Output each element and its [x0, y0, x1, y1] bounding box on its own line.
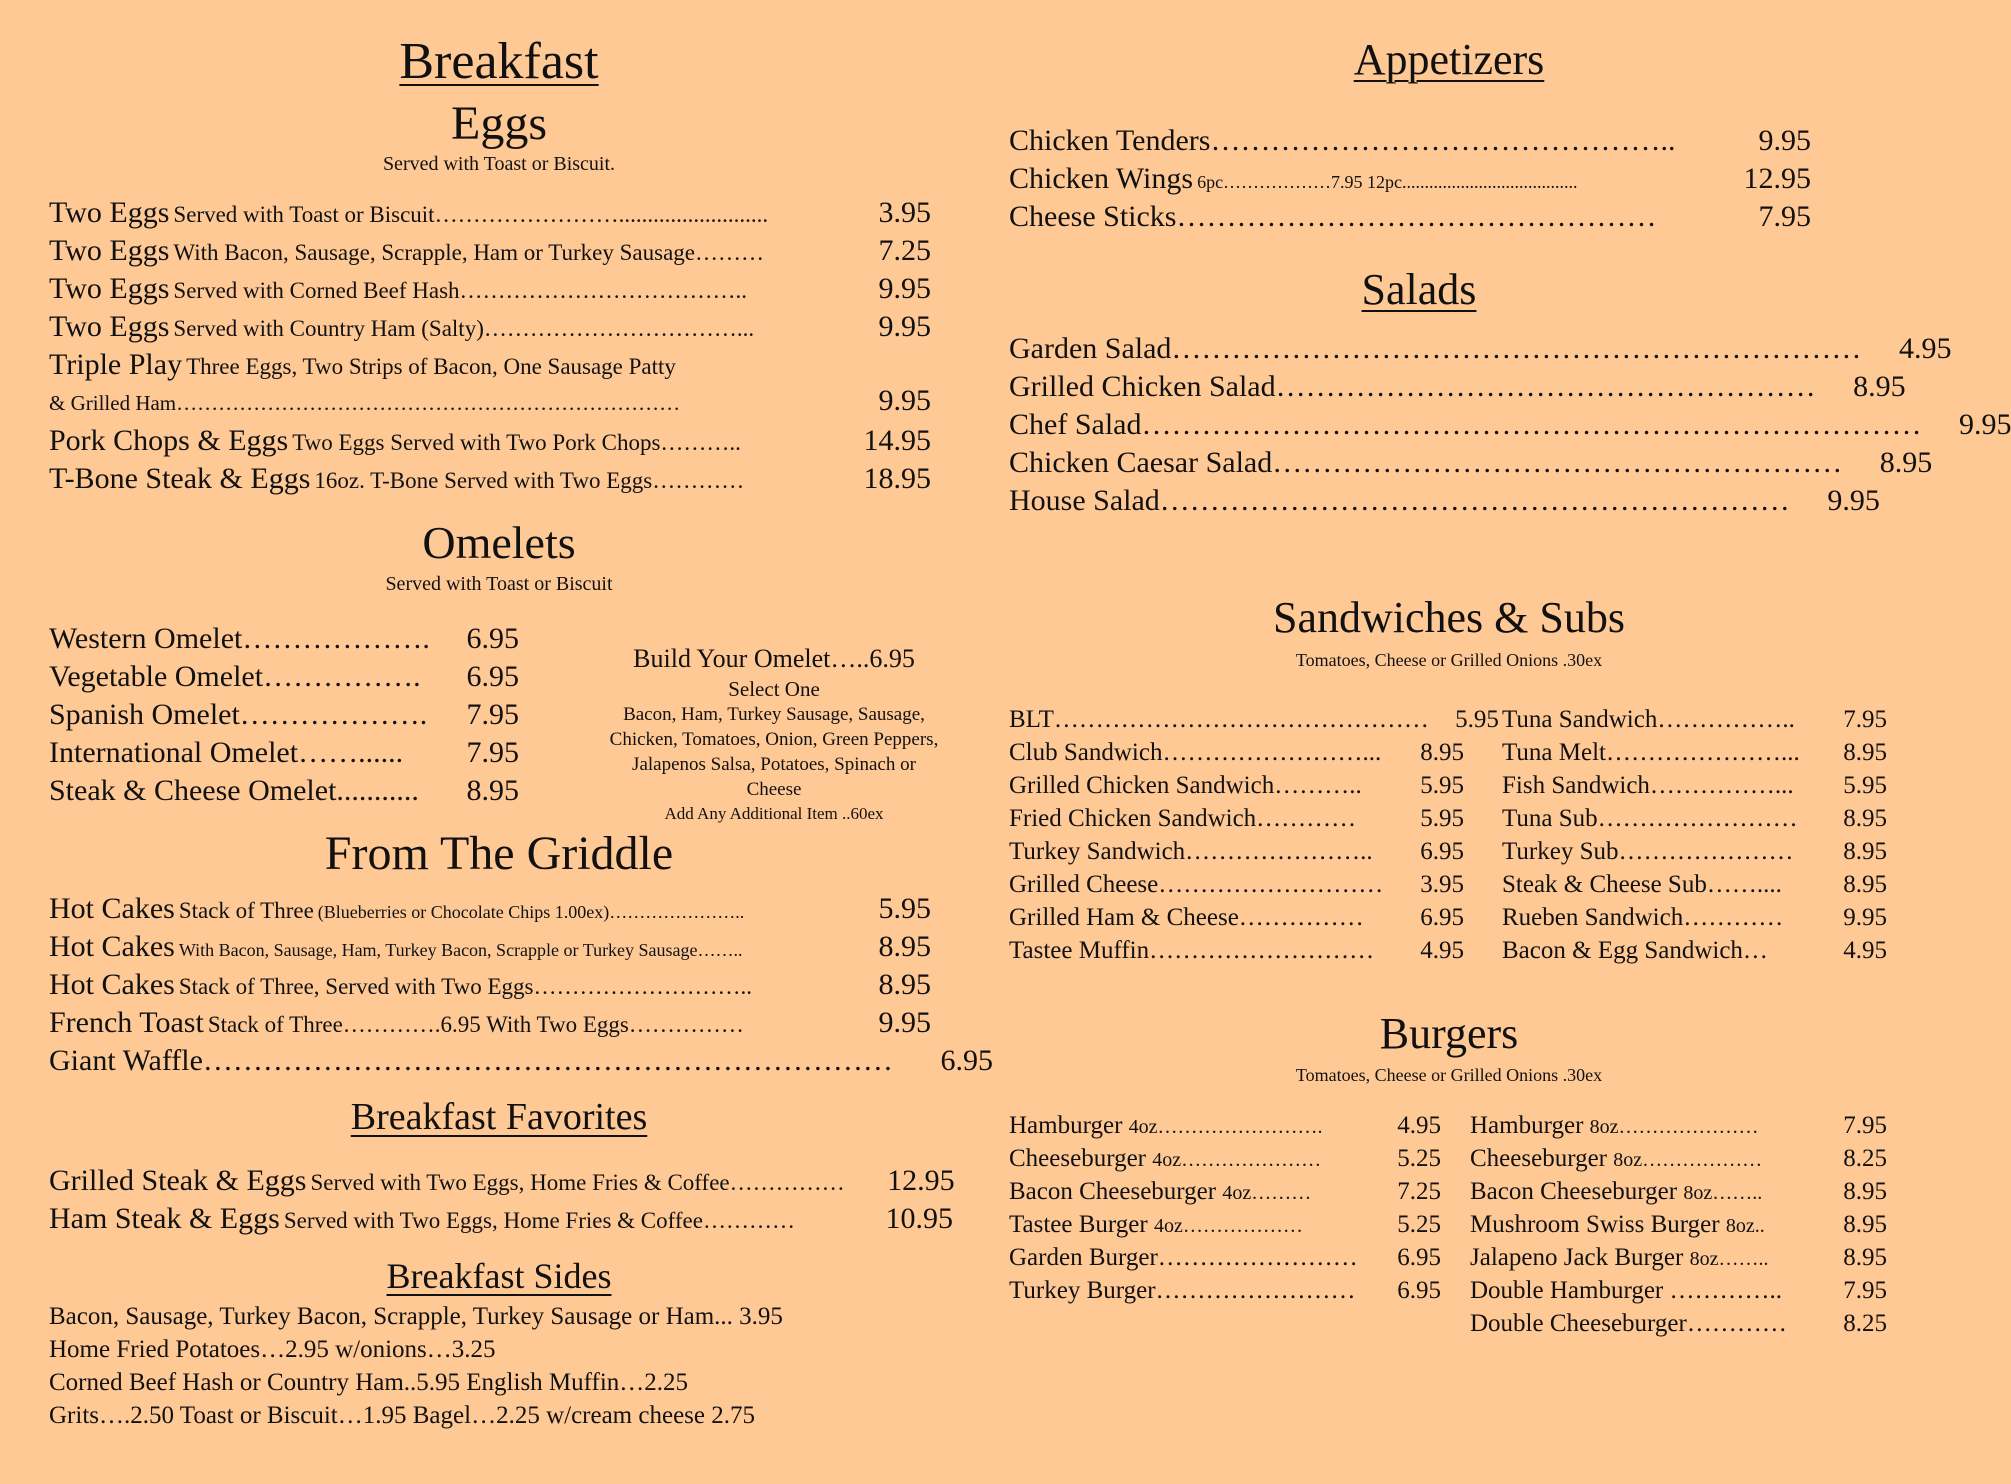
sandwiches-title: Sandwiches & Subs — [1273, 593, 1625, 642]
menu-item: T-Bone Steak & Eggs 16oz. T-Bone Served with Two Eggs………… 18.95 — [49, 462, 931, 495]
eggs-subtitle: Served with Toast or Biscuit. — [382, 153, 616, 175]
item-price: 9.95 — [878, 310, 931, 343]
item-price: 9.95 — [1958, 408, 2011, 441]
build-omelet-extra: Add Any Additional Item ..60ex — [664, 804, 884, 823]
menu-item: House Salad……………………………………………………… 9.95 — [1009, 484, 1880, 517]
eggs-title: Eggs — [451, 97, 547, 150]
menu-item: Spanish Omelet………………. 7.95 — [49, 698, 519, 731]
salads-list — [1009, 332, 2011, 522]
menu-item: Two Eggs Served with Toast or Biscuit…………………….......................... 3.95 — [49, 196, 931, 229]
item-price: 12.95 — [1743, 162, 1811, 195]
build-omelet-option-line: Jalapenos Salsa, Potatoes, Spinach or — [632, 754, 916, 775]
item-price: 8.95 — [1843, 739, 1887, 766]
menu-item: Turkey Burger…………………… 6.95 — [1009, 1277, 1441, 1304]
menu-item: Rueben Sandwich………… 9.95 — [1502, 904, 1887, 931]
item-price: 5.95 — [1455, 706, 1499, 733]
item-price: 3.95 — [1420, 871, 1464, 898]
menu-item: Turkey Sub………………… 8.95 — [1502, 838, 1887, 865]
menu-item: Cheeseburger 8oz……………… 8.25 — [1470, 1145, 1887, 1172]
appetizers-list — [1009, 124, 1811, 238]
item-price: 6.95 — [1420, 904, 1464, 931]
item-price: 9.95 — [878, 1006, 931, 1039]
item-price: 5.95 — [878, 892, 931, 925]
menu-item-triple-play-cont: & Grilled Ham……………………………………………………………… 9.95 — [49, 384, 931, 417]
menu-item: French Toast Stack of Three………….6.95 With Two Eggs…………… 9.95 — [49, 1006, 931, 1039]
build-omelet-option-line: Chicken, Tomatoes, Onion, Green Peppers, — [609, 729, 939, 750]
menu-item: Cheese Sticks………………………………………… 7.95 — [1009, 200, 1811, 233]
item-price: 4.95 — [1397, 1112, 1441, 1139]
appetizers-title: Appetizers — [1353, 35, 1545, 84]
griddle-title: From The Griddle — [324, 827, 674, 880]
menu-item: Hot Cakes Stack of Three (Blueberries or Chocolate Chips 1.00ex)………………….. 5.95 — [49, 892, 931, 925]
item-price: 8.95 — [878, 930, 931, 963]
item-price: 8.95 — [878, 968, 931, 1001]
item-price: 8.95 — [1843, 1244, 1887, 1271]
item-price: 5.95 — [1843, 772, 1887, 799]
menu-item: Chicken Wings 6pc………………7.95 12pc....................................... 12.95 — [1009, 162, 1811, 195]
item-price: 6.95 — [1420, 838, 1464, 865]
item-price: 5.95 — [1420, 805, 1464, 832]
item-price: 6.95 — [1397, 1244, 1441, 1271]
item-price: 8.95 — [1843, 1211, 1887, 1238]
favorites-title: Breakfast Favorites — [350, 1096, 648, 1138]
item-price: 4.95 — [1898, 332, 1952, 365]
menu-item: Tuna Sandwich…………….. 7.95 — [1502, 706, 1887, 733]
item-price: 5.25 — [1397, 1211, 1441, 1238]
menu-item: Double Hamburger ………….. 7.95 — [1470, 1277, 1887, 1304]
menu-item: Two Eggs With Bacon, Sausage, Scrapple, Ham or Turkey Sausage……… 7.25 — [49, 234, 931, 267]
menu-item: Garden Burger…………………… 6.95 — [1009, 1244, 1441, 1271]
item-price: 6.95 — [466, 660, 519, 693]
menu-item: Grilled Steak & Eggs Served with Two Eggs, Home Fries & Coffee…………… 12.95 — [49, 1164, 955, 1197]
item-price: 4.95 — [1843, 937, 1887, 964]
menu-item: Bacon Cheeseburger 4oz……… 7.25 — [1009, 1178, 1441, 1205]
item-price: 9.95 — [1843, 904, 1887, 931]
item-price: 5.25 — [1397, 1145, 1441, 1172]
menu-item: Hamburger 4oz……………………. 4.95 — [1009, 1112, 1441, 1139]
menu-item: Cheeseburger 4oz………………… 5.25 — [1009, 1145, 1441, 1172]
menu-item: Hot Cakes With Bacon, Sausage, Ham, Turkey Bacon, Scrapple or Turkey Sausage…….. 8.95 — [49, 930, 931, 963]
item-price: 8.95 — [1420, 739, 1464, 766]
item-price: 7.25 — [1397, 1178, 1441, 1205]
menu-item: Tastee Burger 4oz……………… 5.25 — [1009, 1211, 1441, 1238]
sandwiches-list-left — [1009, 706, 1499, 970]
menu-item: Chef Salad…………………………………………………………………… 9.95 — [1009, 408, 2011, 441]
build-omelet-select: Select One — [728, 677, 820, 701]
item-price: 18.95 — [863, 462, 931, 495]
item-price: 6.95 — [1397, 1277, 1441, 1304]
item-price: 8.95 — [1843, 805, 1887, 832]
menu-item: Pork Chops & Eggs Two Eggs Served with Two Pork Chops……….. 14.95 — [49, 424, 931, 457]
griddle-list — [49, 892, 993, 1082]
menu-item: Tastee Muffin……………………… 4.95 — [1009, 937, 1464, 964]
item-price: 7.95 — [1843, 1277, 1887, 1304]
menu-item: Bacon & Egg Sandwich… 4.95 — [1502, 937, 1887, 964]
menu-item: Grilled Chicken Sandwich……….. 5.95 — [1009, 772, 1464, 799]
menu-item: Chicken Tenders……………………………………….. 9.95 — [1009, 124, 1811, 157]
item-price: 8.25 — [1843, 1310, 1887, 1337]
item-price: 10.95 — [885, 1202, 953, 1235]
item-price: 7.95 — [1758, 200, 1811, 233]
sides-line: Corned Beef Hash or Country Ham..5.95 English Muffin…2.25 — [49, 1369, 689, 1396]
build-omelet-title: Build Your Omelet…..6.95 — [633, 644, 915, 673]
menu-item: BLT……………………………………… 5.95 — [1009, 706, 1499, 733]
burgers-subtitle: Tomatoes, Cheese or Grilled Onions .30ex — [1295, 1065, 1603, 1085]
item-price: 4.95 — [1420, 937, 1464, 964]
burgers-title: Burgers — [1379, 1009, 1519, 1058]
item-price: 7.95 — [466, 698, 519, 731]
item-price: 9.95 — [1827, 484, 1880, 517]
item-price: 7.95 — [1843, 706, 1887, 733]
menu-item: Turkey Sandwich………………….. 6.95 — [1009, 838, 1464, 865]
build-omelet-option-line: Bacon, Ham, Turkey Sausage, Sausage, — [623, 704, 925, 725]
menu-item: Club Sandwich……………………... 8.95 — [1009, 739, 1464, 766]
menu-item: Fish Sandwich……………... 5.95 — [1502, 772, 1887, 799]
item-price: 9.95 — [878, 384, 931, 417]
item-price: 7.95 — [466, 736, 519, 769]
menu-item: Double Cheeseburger………… 8.25 — [1470, 1310, 1887, 1337]
sides-line: Grits….2.50 Toast or Biscuit…1.95 Bagel…2.25 w/cream cheese 2.75 — [49, 1402, 755, 1429]
breakfast-title: Breakfast — [399, 33, 599, 90]
menu-item: Vegetable Omelet……………. 6.95 — [49, 660, 519, 693]
item-price: 5.95 — [1420, 772, 1464, 799]
menu-item: Two Eggs Served with Country Ham (Salty)……………………………... 9.95 — [49, 310, 931, 343]
menu-item: Hot Cakes Stack of Three, Served with Two Eggs……………………….. 8.95 — [49, 968, 931, 1001]
item-price: 3.95 — [878, 196, 931, 229]
menu-item: Garden Salad…………………………………………………………… 4.95 — [1009, 332, 1952, 365]
item-price: 7.95 — [1843, 1112, 1887, 1139]
menu-item: Giant Waffle…………………………………………………………… 6.95 — [49, 1044, 993, 1077]
menu-item: Hamburger 8oz………………… 7.95 — [1470, 1112, 1887, 1139]
sandwiches-subtitle: Tomatoes, Cheese or Grilled Onions .30ex — [1295, 650, 1603, 670]
sides-line: Home Fried Potatoes…2.95 w/onions…3.25 — [49, 1336, 496, 1363]
omelets-subtitle: Served with Toast or Biscuit — [385, 573, 613, 595]
menu-item: Tuna Melt…………………... 8.95 — [1502, 739, 1887, 766]
omelets-list — [49, 622, 519, 812]
item-price: 8.95 — [1843, 1178, 1887, 1205]
item-price: 12.95 — [887, 1164, 955, 1197]
menu-item: Chicken Caesar Salad………………………………………………… 8.95 — [1009, 446, 1933, 479]
item-price: 8.95 — [1879, 446, 1933, 479]
menu-item: International Omelet……...... 7.95 — [49, 736, 519, 769]
favorites-list — [49, 1164, 953, 1240]
menu-item: Steak & Cheese Omelet........... 8.95 — [49, 774, 519, 807]
menu-item: Steak & Cheese Sub…….... 8.95 — [1502, 871, 1887, 898]
build-omelet-option-line: Cheese — [746, 779, 802, 800]
salads-title: Salads — [1361, 265, 1477, 314]
burgers-list-right — [1470, 1112, 1887, 1343]
menu-item: Grilled Ham & Cheese…………… 6.95 — [1009, 904, 1464, 931]
item-price: 8.25 — [1843, 1145, 1887, 1172]
item-price: 8.95 — [466, 774, 519, 807]
menu-item-triple-play: Triple Play Three Eggs, Two Strips of Bacon, One Sausage Patty — [49, 348, 676, 381]
menu-item: Grilled Chicken Salad……………………………………………… 8.95 — [1009, 370, 1906, 403]
item-price: 6.95 — [466, 622, 519, 655]
menu-item: Ham Steak & Eggs Served with Two Eggs, Home Fries & Coffee………… 10.95 — [49, 1202, 953, 1235]
menu-item: Two Eggs Served with Corned Beef Hash……………………………….. 9.95 — [49, 272, 931, 305]
item-price: 7.25 — [878, 234, 931, 267]
build-omelet-box — [514, 642, 1034, 826]
menu-item: Tuna Sub…………………… 8.95 — [1502, 805, 1887, 832]
menu-item: Mushroom Swiss Burger 8oz.. 8.95 — [1470, 1211, 1887, 1238]
sandwiches-list-right — [1502, 706, 1887, 970]
omelets-title: Omelets — [422, 517, 576, 568]
item-price: 8.95 — [1853, 370, 1906, 403]
item-price: 9.95 — [1758, 124, 1811, 157]
item-price: 8.95 — [1843, 838, 1887, 865]
item-price: 8.95 — [1843, 871, 1887, 898]
menu-item: Jalapeno Jack Burger 8oz…….. 8.95 — [1470, 1244, 1887, 1271]
sides-title: Breakfast Sides — [386, 1256, 612, 1296]
menu-item: Bacon Cheeseburger 8oz…….. 8.95 — [1470, 1178, 1887, 1205]
menu-item: Fried Chicken Sandwich………… 5.95 — [1009, 805, 1464, 832]
item-price: 14.95 — [863, 424, 931, 457]
item-price: 9.95 — [878, 272, 931, 305]
burgers-list-left — [1009, 1112, 1441, 1310]
eggs-list — [49, 196, 931, 500]
sides-line: Bacon, Sausage, Turkey Bacon, Scrapple, Turkey Sausage or Ham... 3.95 — [49, 1303, 783, 1330]
item-price: 6.95 — [940, 1044, 993, 1077]
sides-list — [49, 1300, 949, 1432]
menu-item: Grilled Cheese……………………… 3.95 — [1009, 871, 1464, 898]
menu-item: Western Omelet………………. 6.95 — [49, 622, 519, 655]
